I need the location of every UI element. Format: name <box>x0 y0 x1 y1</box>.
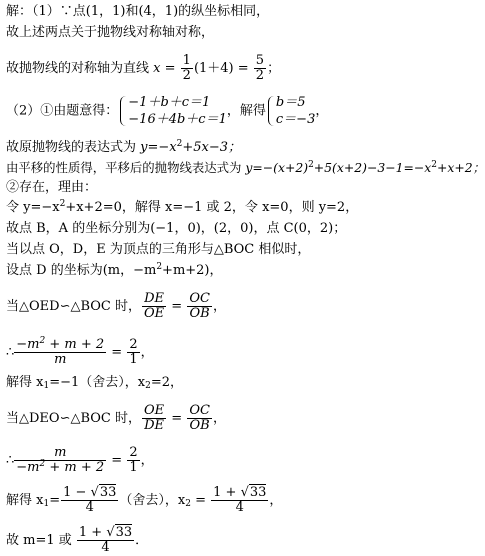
denominator: 4 <box>85 500 94 515</box>
numerator: 2 <box>129 445 138 460</box>
line-13 <box>6 338 154 367</box>
line-5 <box>6 140 241 156</box>
text: = <box>167 299 187 314</box>
var-x: x <box>153 61 161 76</box>
text: = <box>107 345 127 360</box>
text: 故原抛物线的表达式为 <box>6 140 141 155</box>
text: 故抛物线的对称轴为直线 <box>6 61 154 76</box>
den-part: + m + 2 <box>45 460 105 475</box>
numerator: m <box>14 446 106 461</box>
text: 当△OED∽△BOC 时， <box>6 299 141 314</box>
fraction-two <box>127 446 139 475</box>
denominator: OE <box>144 306 165 321</box>
line-9 <box>6 221 346 237</box>
fraction-oc-ob <box>187 292 212 321</box>
radicand: 33 <box>249 485 267 500</box>
fraction-left <box>14 338 106 367</box>
den-part: −m <box>16 460 40 475</box>
subscript: 2 <box>185 499 191 509</box>
denominator: 4 <box>101 540 110 555</box>
text: (1＋4) = <box>193 61 253 76</box>
text: 设点 D 的坐标为(m，−m <box>6 263 157 278</box>
text: 解得 x <box>6 375 44 390</box>
exponent: 2 <box>156 262 163 272</box>
fraction-root-plus <box>77 526 134 555</box>
line-15 <box>6 404 226 433</box>
exponent: 2 <box>176 139 183 149</box>
solution-c: c＝−3 <box>275 112 316 127</box>
numerator: 5 <box>255 53 265 68</box>
denominator: OB <box>189 306 210 321</box>
numerator: 2 <box>129 337 138 352</box>
num-part: 1 − <box>63 485 91 500</box>
text: ， <box>140 453 154 468</box>
expr: y=−(x+2) <box>245 160 309 175</box>
fraction-left <box>14 446 106 475</box>
text: ， <box>315 103 329 119</box>
denominator: 2 <box>255 68 265 83</box>
denominator: 1 <box>129 460 138 475</box>
text: ． <box>135 533 149 548</box>
numerator: 1 − √33 <box>63 485 117 500</box>
exponent: 2 <box>59 199 66 209</box>
text: ②存在，理由： <box>6 180 98 195</box>
denominator <box>14 461 106 475</box>
line-3 <box>6 54 280 83</box>
line-17 <box>6 486 282 515</box>
numerator: 1 + √33 <box>78 525 133 540</box>
text: = <box>49 493 61 508</box>
text: 故上述两点关于抛物线对称轴对称， <box>6 25 215 40</box>
expr: +5(x+2)−3−1=−x <box>313 160 432 175</box>
line-4 <box>6 94 328 128</box>
line-12 <box>6 292 226 321</box>
text: = <box>160 61 180 76</box>
fraction-five-halves <box>254 54 266 83</box>
numerator: OC <box>189 291 210 306</box>
numerator: 1 <box>182 53 191 68</box>
therefore-symbol: ∴ <box>6 453 14 468</box>
numerator: DE <box>142 292 166 307</box>
denominator: 2 <box>182 68 191 83</box>
solution-b: b＝5 <box>275 95 306 110</box>
equation-2: −16＋4b＋c＝1 <box>128 112 227 127</box>
num-part: + m + 2 <box>45 337 105 352</box>
text: = <box>167 411 187 426</box>
numerator <box>14 338 106 353</box>
line-1 <box>6 4 269 20</box>
exponent: 2 <box>39 336 46 346</box>
solution-system <box>266 94 315 128</box>
text: ， <box>269 493 283 508</box>
expr: +x+2； <box>437 160 485 175</box>
num-part: 1 + <box>213 485 241 500</box>
fraction-de-oe <box>142 292 166 321</box>
exponent: 2 <box>431 160 438 170</box>
exponent: 2 <box>39 459 46 469</box>
equation-system <box>118 94 227 128</box>
fraction-root-minus <box>61 486 118 515</box>
text: = <box>107 453 127 468</box>
radicand: 33 <box>115 525 133 540</box>
radicand: 33 <box>99 485 117 500</box>
fraction-oc-ob <box>187 404 212 433</box>
denominator: 1 <box>129 352 138 367</box>
text: 解：（1）∵点(1，1)和(4，1)的纵坐标相同， <box>6 4 270 19</box>
text: 故点 B，A 的坐标分别为(−1，0)，(2，0)，点 C(0，2)； <box>6 221 347 236</box>
text: （舍去），x <box>119 493 186 508</box>
text: （2）①由题意得： <box>6 103 119 119</box>
denominator: 4 <box>235 500 244 515</box>
line-8 <box>6 200 358 216</box>
subscript: 1 <box>43 499 50 509</box>
line-10 <box>6 242 310 258</box>
text: ，解得 <box>226 103 266 119</box>
fraction-oe-de <box>142 404 166 433</box>
line-7 <box>6 180 97 196</box>
text: +x+2=0，解得 x=−1 或 2，令 x=0，则 y=2， <box>65 200 359 215</box>
text: 故 m=1 或 <box>6 533 76 548</box>
expr: +5x−3； <box>182 140 242 155</box>
line-16 <box>6 446 154 475</box>
line-2 <box>6 25 214 41</box>
text: 由平移的性质得，平移后的抛物线表达式为 <box>6 160 246 175</box>
numerator: OE <box>144 403 165 418</box>
text: ； <box>267 61 281 76</box>
numerator: 1 + √33 <box>213 485 267 500</box>
text: ， <box>140 345 154 360</box>
line-11 <box>6 263 223 279</box>
subscript: 2 <box>145 381 151 391</box>
text: 当以点 O，D，E 为顶点的三角形与△BOC 相似时， <box>6 242 311 257</box>
subscript: 1 <box>43 381 50 391</box>
fraction-half <box>181 54 193 83</box>
therefore-symbol: ∴ <box>6 345 14 360</box>
num-part: −m <box>16 337 40 352</box>
text: 令 y=−x <box>6 200 60 215</box>
denominator: m <box>54 352 67 367</box>
line-18 <box>6 526 148 555</box>
expr: y=−x <box>140 140 177 155</box>
fraction-two <box>127 338 139 367</box>
equation-1: −1＋b＋c＝1 <box>128 95 211 110</box>
text: =2， <box>150 375 183 390</box>
denominator: DE <box>144 418 165 433</box>
text: 当△DEO∽△BOC 时， <box>6 411 141 426</box>
text: ， <box>212 411 226 426</box>
text: 解得 x <box>6 493 44 508</box>
text: = <box>190 493 211 508</box>
line-14 <box>6 375 183 391</box>
exponent: 2 <box>308 160 314 170</box>
line-6 <box>6 160 485 176</box>
denominator: OB <box>189 418 210 433</box>
numerator: OC <box>189 403 210 418</box>
text: +m+2)， <box>162 263 223 278</box>
num-part: 1 + <box>78 525 107 540</box>
fraction-root-plus <box>211 486 268 515</box>
text: =−1（舍去），x <box>49 375 146 390</box>
text: ， <box>212 299 226 314</box>
